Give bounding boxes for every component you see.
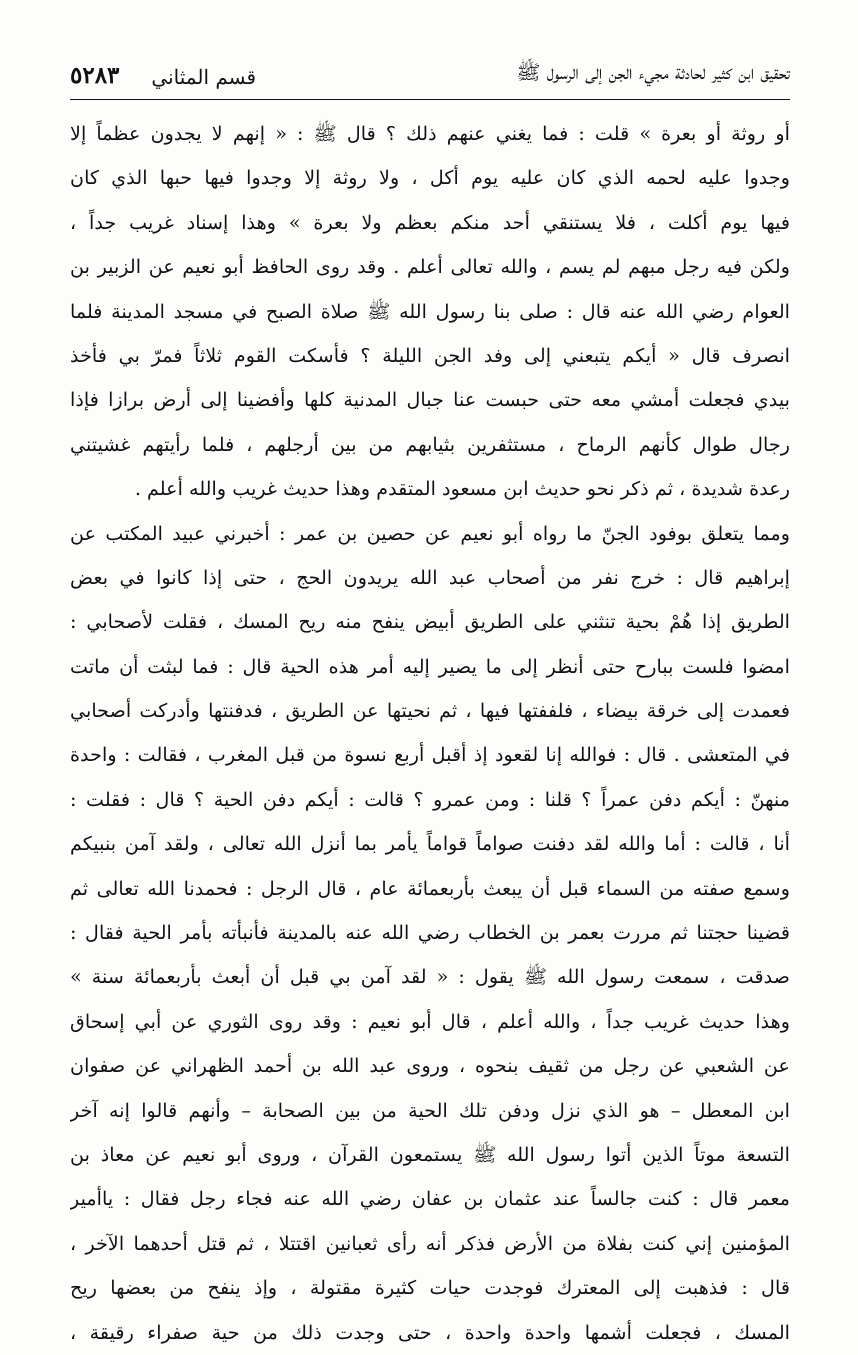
section-name: قسم المثاني: [151, 65, 257, 89]
text-line: فعمدت إلى خرقة بيضاء ، فلففتها فيها ، ثم نحيتها عن الطريق ، فدفنتها وأدركت أصحابي: [70, 699, 790, 723]
text-line: في المتعشى . قال : فوالله إنا لقعود إذ أقبل أربع نسوة من قبل المغرب ، فقالت : واحدة: [70, 743, 790, 767]
text-line: فيها يوم أكلت ، فلا يستنقي أحد منكم بعظم ولا بعرة » وهذا إسناد غريب جداً ،: [70, 210, 790, 234]
text-line: وسمع صفته من السماء قبل أن يبعث بأربعمائة عام ، قال الرجل : فحمدنا الله تعالى ثم: [70, 876, 790, 900]
text-line: العوام رضي الله عنه قال : صلى بنا رسول الله ﷺ صلاة الصبح في مسجد المدينة فلما: [70, 299, 790, 323]
text-line: قضينا حجتنا ثم مررت بعمر بن الخطاب رضي الله عنه بالمدينة فأنبأته بأمر الحية فقال :: [70, 921, 790, 945]
text-line: معمر قال : كنت جالساً عند عثمان بن عفان رضي الله عنه فجاء رجل فقال : ياأمير: [70, 1187, 790, 1211]
page-header: [70, 40, 790, 100]
text-line: امضوا فلست ببارح حتى أنظر إلى ما يصير إليه أمر هذه الحية قال : فما لبثت أن ماتت: [70, 654, 790, 678]
text-line: بيدي فجعلت أمشي معه حتى حبست عنا جبال المدنية كلها وأفضينا إلى أرض برازا فإذا: [70, 388, 790, 412]
text-line: ولكن فيه رجل مبهم لم يسم ، والله تعالى أعلم . وقد روى الحافظ أبو نعيم عن الزبير بن: [70, 255, 790, 279]
page-number: ٥٢٨٣: [70, 62, 120, 89]
header-left-group: [70, 62, 256, 89]
text-line: أو روثة أو بعرة » قلت : فما يغني عنهم ذلك ؟ قال ﷺ : « إنهم لا يجدون عظماً إلا: [70, 122, 790, 145]
text-line: عن الشعبي عن رجل من ثقيف بنحوه ، وروى عبد الله بن أحمد الظهراني عن صفوان: [70, 1054, 790, 1078]
running-title: تحقيق ابن كثير لحادثة مجيء الجن إلى الرسول ﷺ: [516, 60, 790, 84]
text-line: أنا ، قالت : أما والله لقد دفنت صواماً قواماً يأمر بما أنزل الله تعالى ، ولقد آمن بنبيكم: [70, 832, 790, 856]
text-line: صدقت ، سمعت رسول الله ﷺ يقول : « لقد آمن بي قبل أن أبعث بأربعمائة سنة »: [70, 965, 790, 989]
text-line: وهذا حديث غريب جداً ، والله أعلم ، قال أبو نعيم : وقد روى الثوري عن أبي إسحاق: [70, 1009, 790, 1033]
text-line: ابن المعطل – هو الذي نزل ودفن تلك الحية من بين الصحابة – وأنهم قالوا إنه آخر: [70, 1098, 790, 1122]
text-line: انصرف قال « أيكم يتبعني إلى وفد الجن الليلة ؟ فأسكت القوم ثلاثاً فمرّ بي فأخذ: [70, 343, 790, 367]
text-line: ومما يتعلق بوفود الجنّ ما رواه أبو نعيم عن حصين بن عمر : أخبرني عبيد المكتب عن: [70, 521, 790, 545]
text-line: وجدوا عليه لحمه الذي كان عليه يوم أكل ، ولا روثة إلا وجدوا فيها حبها الذي كان: [70, 166, 790, 190]
text-line: الطريق إذا هُمْ بحية تنثني على الطريق أبيض ينفح منه ريح المسك ، فقلت لأصحابي :: [70, 610, 790, 634]
text-line: المؤمنين إني كنت بفلاة من الأرض فذكر أنه رأى ثعبانين اقتتلا ، ثم قتل أحدهما الآخر ،: [70, 1231, 790, 1255]
body-text: [70, 112, 790, 1355]
text-line: قال : فذهبت إلى المعترك فوجدت حيات كثيرة مقتولة ، وإذ ينفح من بعضها ريح: [70, 1276, 790, 1300]
text-line: رعدة شديدة ، ثم ذكر نحو حديث ابن مسعود المتقدم وهذا حديث غريب والله أعلم .: [134, 477, 790, 501]
text-line: المسك ، فجعلت أشمها واحدة واحدة ، حتى وجدت ذلك من حية صفراء رقيقة ،: [70, 1320, 790, 1344]
text-line: منهنّ : أيكم دفن عمراً ؟ قلنا : ومن عمرو ؟ قالت : أيكم دفن الحية ؟ قال : فقلت :: [70, 787, 790, 811]
text-line: رجال طوال كأنهم الرماح ، مستثفرين بثيابهم من بين أرجلهم ، فلما رأيتهم غشيتني: [70, 432, 790, 456]
text-line: إبراهيم قال : خرج نفر من أصحاب عبد الله يريدون الحج ، حتى إذا كانوا في بعض: [70, 565, 790, 589]
text-line: التسعة موتاً الذين أتوا رسول الله ﷺ يستمعون القرآن ، وروى أبو نعيم عن معاذ بن: [70, 1142, 790, 1166]
